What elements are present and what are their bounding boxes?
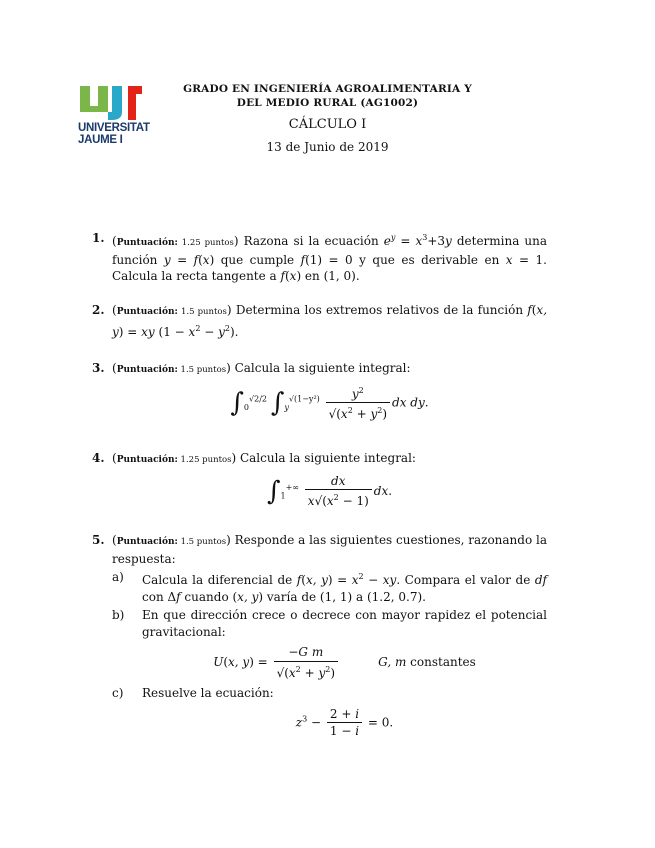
problem-5: 5. (Puntuación: 1.5 puntos) Responde a las siguientes cuestiones, razonando la respuesta: a) Calcula la diferencial de f(x, $y) = x^2$ − xy. Compara el valor de df con Δf cuando (x, y) varía de (1, 1) a (1.2, 0.7). b) En que dirección crece o decrece con mayor rapidez el potencial gravitacional: U(x, y) = $\frac{\text{−G m}}{√(x^2 + y^2)}$ G, m constantes c) Resuelve la ecuación: $z^3$ − $\frac{2 + i}{1 - i}$ = 0.	[92, 533, 548, 738]
integral-4: $\int_1^{+\infty}$ $\frac{dx}{x√(x^2 - 1)}$ dx.	[266, 473, 393, 508]
problem-5a: a) Calcula la diferencial de f(x, $y) = x^2$ − xy. Compara el valor de df con Δf cuando (x, y) varía de (1, 1) a (1.2, 0.7).	[112, 570, 547, 604]
problem-number: 3.	[92, 361, 105, 375]
potential-formula: U(x, y) = $\frac{\text{−G m}}{√(x^2 + y^2)}$ G, m constantes	[213, 645, 476, 680]
problem-4: 4. (Puntuación: 1.25 puntos) Calcula la siguiente integral: $\int_1^{+\infty}$ $\frac{dx}{x√(x^2 - 1)}$ dx.	[92, 450, 547, 514]
problem-number: 1.	[92, 231, 105, 245]
problem-5c: c) Resuelve la ecuación: $z^3$ − $\frac{2 + i}{1 - i}$ = 0.	[112, 685, 547, 740]
complex-equation: $z^3$ − $\frac{2 + i}{1 - i}$ = 0.	[295, 706, 394, 738]
subject-title: CÁLCULO I	[288, 117, 367, 132]
degree-line2: DEL MEDIO RURAL (AG1002)	[236, 97, 419, 109]
problem-5b: b) En que dirección crece o decrece con mayor rapidez el potencial gravitacional: U(x, y) = $\frac{\text{−G m}}{√(x^2 + y^2)}$ G, m constantes	[112, 608, 547, 680]
problem-number: 4.	[92, 451, 105, 465]
logo-text-line1: UNIVERSITAT	[78, 122, 150, 134]
integral-3: $\int_0^{√2/2}$ $\int_y^{√(1-y^2)}$ $\frac{y^2}{√(x^2 + y^2)}$ dx dy.	[112, 383, 547, 423]
problem-3: 3. (Puntuación: 1.5 puntos) Calcula la siguiente integral: $\int_0^{√2/2}$ $\int_y^{√(1-y^2)}$ $\frac{y^2}{√(x^2 + y^2)}$ dx dy.	[92, 360, 547, 427]
problem-1: 1. (Puntuación: 1.25 puntos) Razona si la ecuación $e^y = x^3+3y$ determina una función y = f(x) que cumple f(1) = 0 y que es derivable en x = 1. Calcula la recta tangente a f(x) en (1, 0).	[92, 231, 548, 283]
problem-2: 2. (Puntuación: 1.5 puntos) Determina los extremos relativos de la función f(x, y) = xy $(1 - x^2 - y^2)$.	[92, 303, 548, 339]
university-logo	[78, 84, 156, 146]
uji-logo-graphic	[78, 84, 156, 122]
logo-text-line2: JAUME I	[78, 134, 123, 146]
exam-date: 13 de Junio de 2019	[266, 140, 389, 154]
exam-header	[175, 82, 480, 154]
problem-number: 5.	[92, 533, 105, 547]
degree-line1: GRADO EN INGENIERÍA AGROALIMENTARIA Y	[183, 83, 472, 95]
problem-number: 2.	[92, 303, 105, 317]
